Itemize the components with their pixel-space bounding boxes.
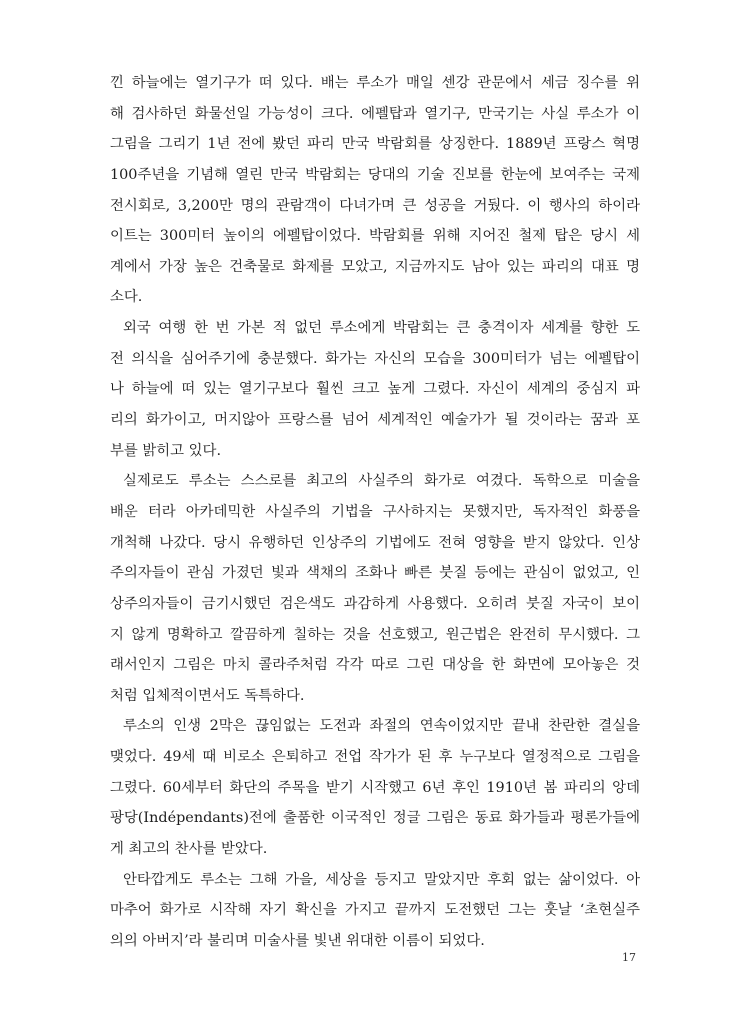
text-line: 루소의 인생 2막은 끊임없는 도전과 좌절의 연속이었지만 끝내 찬란한 결실을 — [123, 718, 640, 735]
text-line: 외국 여행 한 번 가본 적 없던 루소에게 박람회는 큰 충격이자 세계를 향한 도 — [123, 320, 640, 337]
text-line: 배운 터라 아카데믹한 사실주의 기법을 구사하지는 못했지만, 독자적인 화풍을 — [110, 503, 640, 520]
text-line: 마추어 화가로 시작해 자기 확신을 가지고 끝까지 도전했던 그는 훗날 ‘초현실주 — [110, 902, 640, 919]
text-line: 맺었다. 49세 때 비로소 은퇴하고 전업 작가가 된 후 누구보다 열정적으로 그림을 — [110, 749, 640, 766]
text-line: 의의 아버지’라 불리며 미술사를 빛낸 위대한 이름이 되었다. — [110, 932, 485, 949]
text-line: 팡당(Indépendants)전에 출품한 이국적인 정글 그림은 동료 화가들과 평론가들에 — [110, 810, 640, 827]
text-line: 이트는 300미터 높이의 에펠탑이었다. 박람회를 위해 지어진 철제 탑은 당시 세 — [110, 228, 640, 245]
text-line: 소다. — [110, 289, 143, 306]
page-number: 17 — [622, 951, 636, 964]
text-line: 그렸다. 60세부터 화단의 주목을 받기 시작했고 6년 후인 1910년 봄 파리의 앙데 — [110, 779, 640, 796]
text-line: 해 검사하던 화물선일 가능성이 크다. 에펠탑과 열기구, 만국기는 사실 루소가 이 — [110, 105, 640, 122]
text-line: 게 최고의 찬사를 받았다. — [110, 841, 268, 858]
text-line: 개척해 나갔다. 당시 유행하던 인상주의 기법에도 전혀 영향을 받지 않았다. 인상 — [110, 534, 640, 551]
text-line: 전시회로, 3,200만 명의 관람객이 다녀가며 큰 성공을 거뒀다. 이 행사의 하이라 — [110, 197, 640, 214]
body-text — [110, 68, 640, 957]
text-line: 안타깝게도 루소는 그해 가을, 세상을 등지고 말았지만 후회 없는 삶이었다. 아 — [123, 871, 640, 888]
text-line: 주의자들이 관심 가졌던 빛과 색채의 조화나 빠른 붓질 등에는 관심이 없었고, 인 — [110, 565, 640, 582]
text-line: 래서인지 그림은 마치 콜라주처럼 각각 따로 그린 대상을 한 화면에 모아놓은 것 — [110, 657, 640, 674]
text-line: 리의 화가이고, 머지않아 프랑스를 넘어 세계적인 예술가가 될 것이라는 꿈과 포 — [110, 412, 640, 429]
text-line: 나 하늘에 떠 있는 열기구보다 훨씬 크고 높게 그렸다. 자신이 세계의 중심지 파 — [110, 381, 640, 398]
text-line: 그림을 그리기 1년 전에 봤던 파리 만국 박람회를 상징한다. 1889년 프랑스 혁명 — [110, 136, 640, 153]
text-line: 처럼 입체적이면서도 독특하다. — [110, 687, 305, 704]
text-line: 전 의식을 심어주기에 충분했다. 화가는 자신의 모습을 300미터가 넘는 에펠탑이 — [110, 350, 640, 367]
text-line: 부를 밝히고 있다. — [110, 442, 222, 459]
text-line: 계에서 가장 높은 건축물로 화제를 모았고, 지금까지도 남아 있는 파리의 대표 명 — [110, 258, 640, 275]
text-line: 지 않게 명확하고 깔끔하게 칠하는 것을 선호했고, 원근법은 완전히 무시했다. 그 — [110, 626, 640, 643]
text-line: 실제로도 루소는 스스로를 최고의 사실주의 화가로 여겼다. 독학으로 미술을 — [123, 473, 640, 490]
text-line: 낀 하늘에는 열기구가 떠 있다. 배는 루소가 매일 센강 관문에서 세금 징수를 위 — [110, 75, 640, 91]
text-line: 상주의자들이 금기시했던 검은색도 과감하게 사용했다. 오히려 붓질 자국이 보이 — [110, 595, 640, 612]
text-line: 100주년을 기념해 열린 만국 박람회는 당대의 기술 진보를 한눈에 보여주는 국제 — [110, 166, 640, 183]
